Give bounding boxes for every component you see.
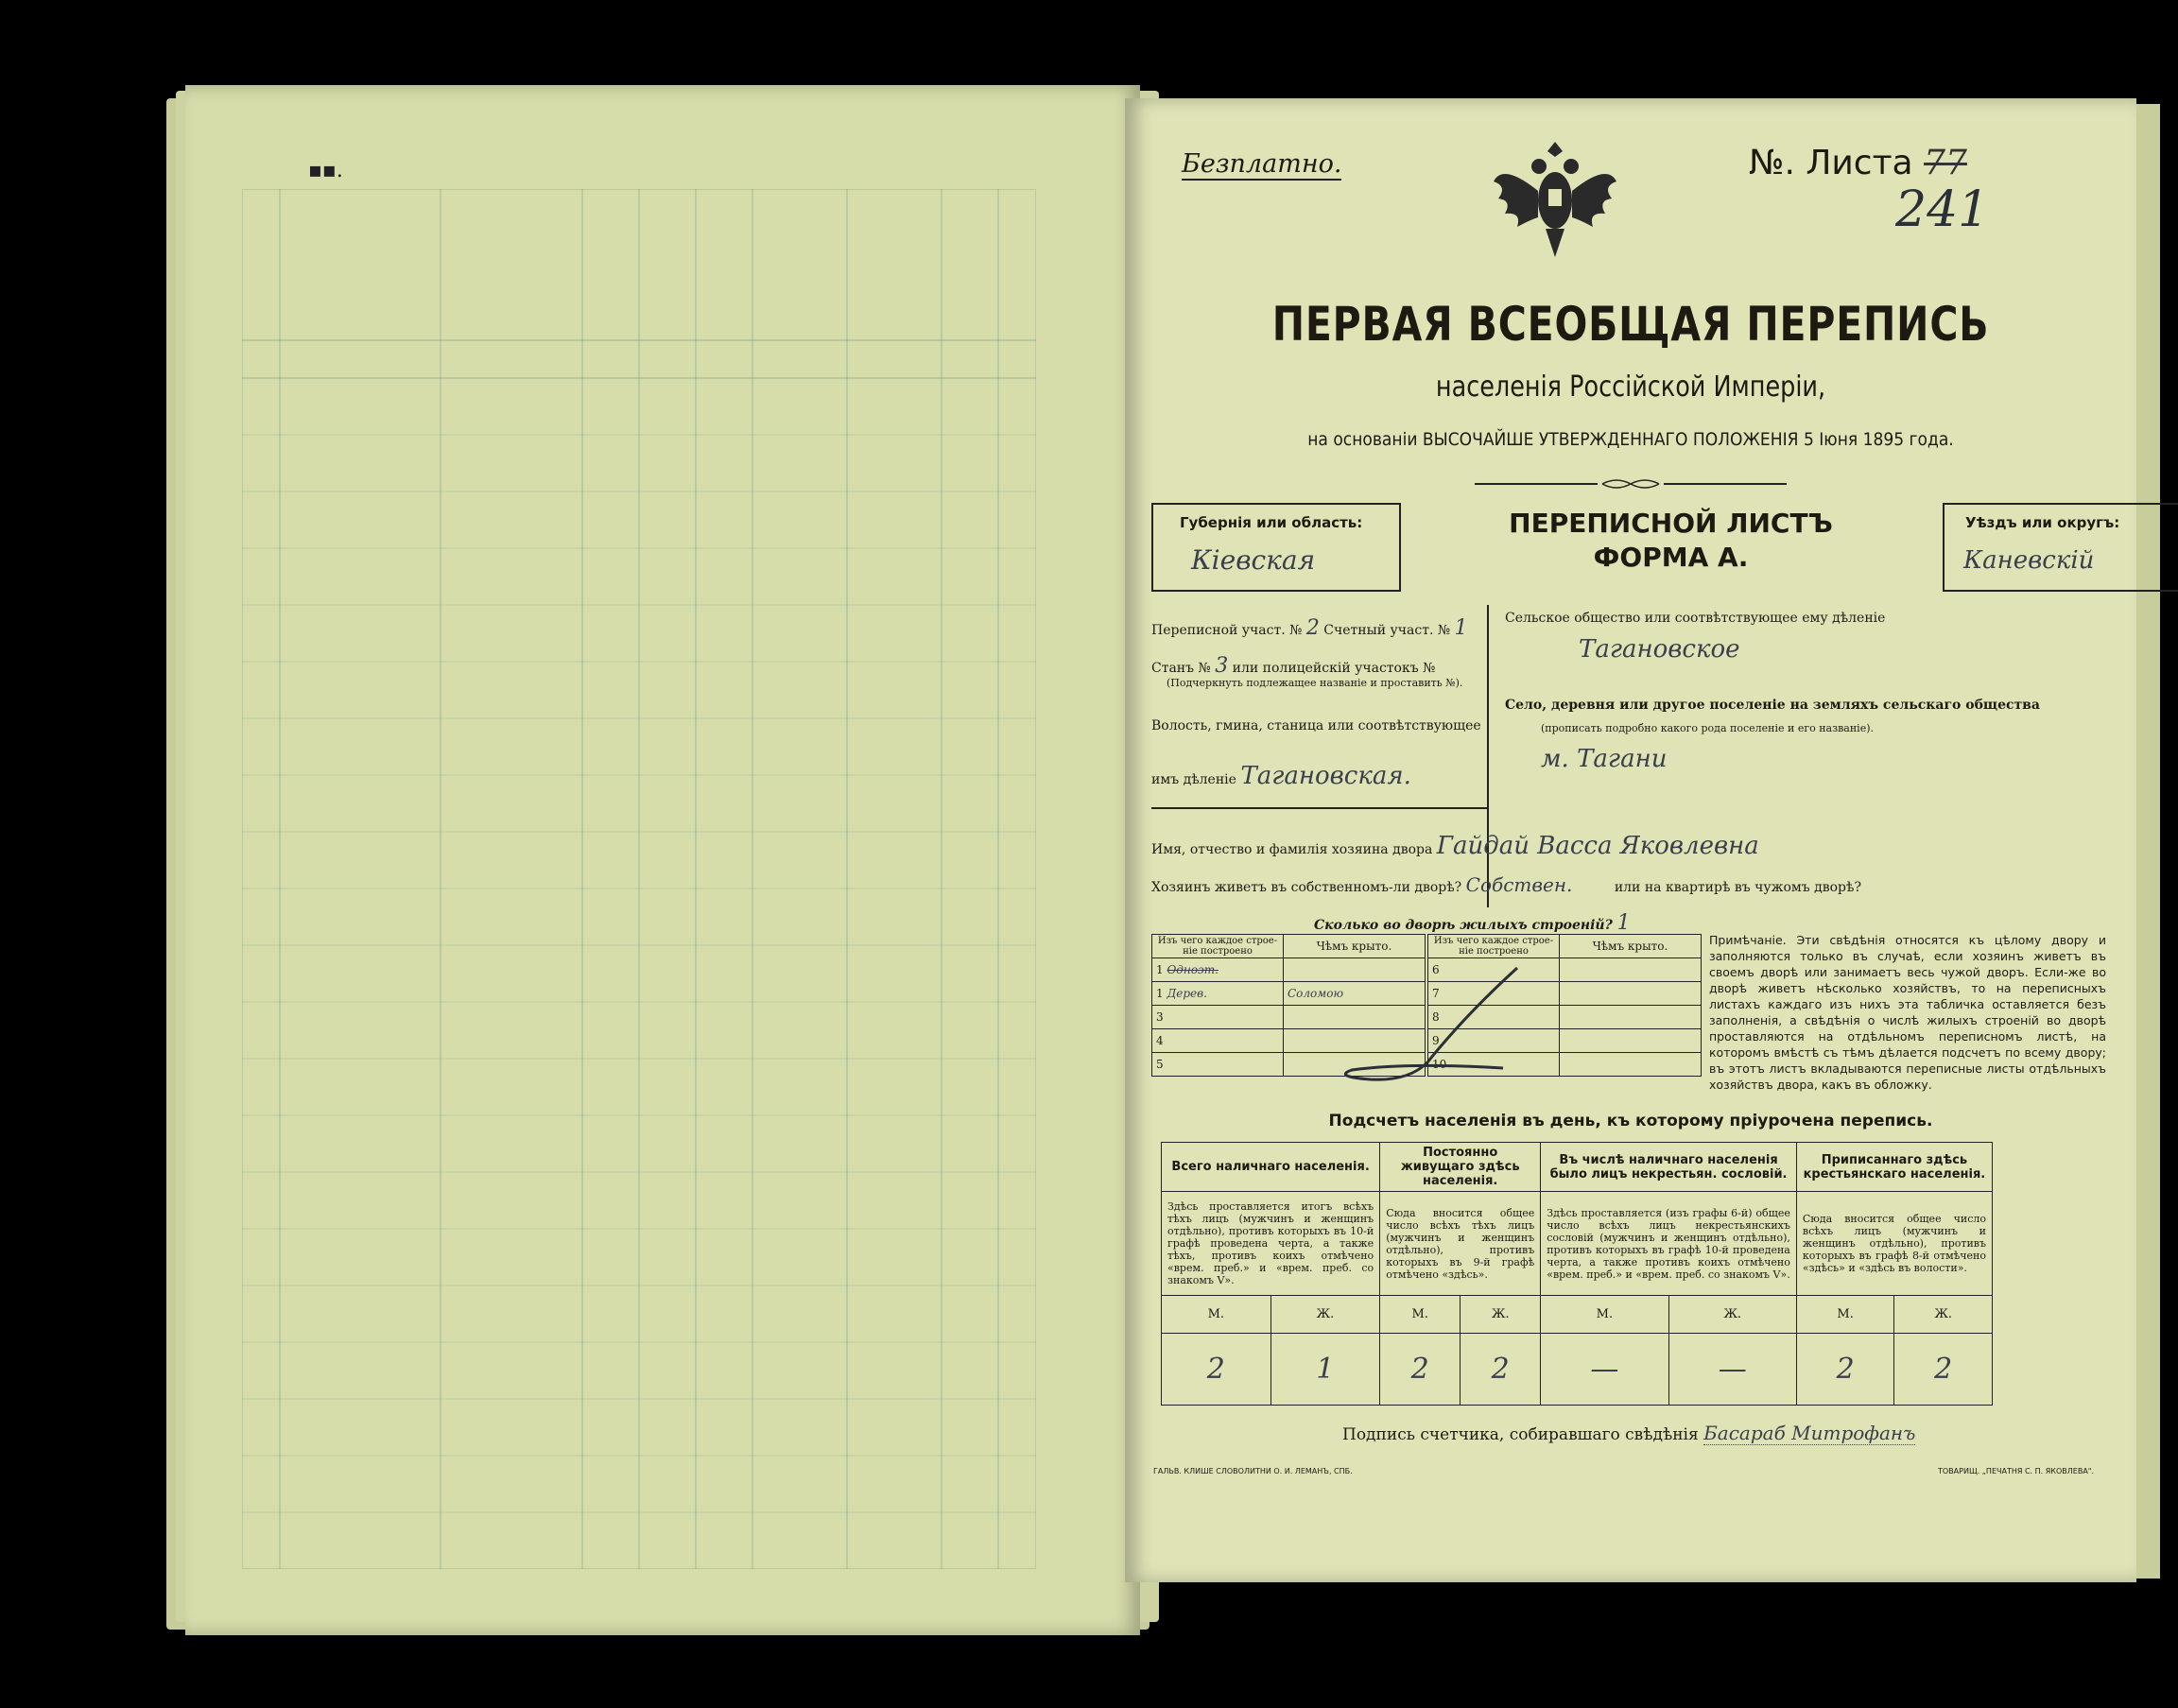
counting-area-value: 1: [1454, 616, 1468, 640]
row-material: Дерев.: [1167, 987, 1207, 1000]
count-header-present: Всего наличнаго населенія.: [1162, 1143, 1380, 1192]
count-desc-nonpeasant: Здѣсь проставляется (изъ графы 6-й) общее число всѣхъ лицъ некрестьянскихъ сословій (мужчинъ и женщинъ отдѣльно), противъ которыхъ въ графѣ 10-й проведена черта, а также противъ коихъ отмѣчено «врем. преб.» и «врем. преб. со знакомъ V».: [1541, 1192, 1797, 1296]
row-roof: Соломою: [1284, 982, 1426, 1006]
right-imprint: ТОВАРИЩ. „ПЕЧАТНЯ С. П. ЯКОВЛЕВА".: [1938, 1467, 2095, 1475]
male-header: М.: [1541, 1296, 1668, 1334]
province-value: Кіевская: [1191, 544, 1316, 576]
form-title-block: [1399, 507, 1943, 575]
sheet-label: №. Листа: [1749, 144, 1913, 182]
stan-label: Станъ №: [1151, 661, 1211, 676]
own-yard-value: Собствен.: [1465, 873, 1573, 896]
row-number: 3: [1152, 1006, 1284, 1029]
count-desc-present: Здѣсь проставляется итогъ всѣхъ тѣхъ лицъ (мужчинъ и женщинъ отдѣльно), противъ которыхъ въ 10-й графѣ проведена черта, а также тѣхъ, противъ коихъ отмѣчено «врем. преб.» и «врем. преб. со знакомъ V».: [1162, 1192, 1380, 1296]
count-value: 1: [1270, 1334, 1380, 1406]
left-imprint: ГАЛЬВ. КЛИШЕ СЛОВОЛИТНИ О. И. ЛЕМАНЪ, СПБ.: [1153, 1467, 1353, 1475]
count-header-nonpeasant: Въ числѣ наличнаго населенія было лицъ некрестьян. сословій.: [1541, 1143, 1797, 1192]
count-value: 2: [1796, 1334, 1894, 1406]
stan-field: [1151, 654, 1435, 678]
census-subtitle: населенія Россійской Имперіи,: [1435, 371, 1826, 404]
count-desc-registered: Сюда вносится общее число всѣхъ лицъ (мужчинъ и женщинъ отдѣльно), противъ которыхъ въ графѣ 8-й отмѣчено «здѣсь» и «здѣсь въ волости».: [1796, 1192, 1992, 1296]
census-area-field: [1151, 616, 1468, 640]
volost-value: Тагановская.: [1240, 762, 1411, 790]
form-title: ПЕРЕПИСНОЙ ЛИСТЪ: [1509, 508, 1833, 539]
count-desc-permanent: Сюда вносится общее число всѣхъ тѣхъ лицъ (мужчинъ и женщинъ отдѣльно), противъ которыхъ въ 9-й графѣ отмѣчено «здѣсь».: [1380, 1192, 1541, 1296]
province-label: Губернія или область:: [1180, 514, 1363, 531]
section-rule: [1151, 807, 1487, 809]
roof-header: Чѣмъ крыто.: [1284, 935, 1426, 958]
police-label: или полицейскій участокъ №: [1232, 661, 1436, 676]
buildings-question: Сколько во дворѣ жилыхъ строеній?: [1314, 918, 1613, 933]
free-of-charge-label: Безплатно.: [1182, 149, 1342, 179]
form-type: ФОРМА А.: [1593, 542, 1749, 573]
sheet-number-struck: 77: [1924, 144, 1967, 182]
female-header: Ж.: [1894, 1296, 1993, 1334]
village-label: Село, деревня или другое поселеніе на земляхъ сельскаго общества: [1505, 698, 2040, 713]
row-number: 4: [1152, 1029, 1284, 1053]
census-area-value: 2: [1305, 616, 1320, 640]
volost-label-2: имъ дѣленіе: [1151, 772, 1236, 787]
roof-header: Чѣмъ крыто.: [1560, 935, 1702, 958]
row-number: 7: [1428, 982, 1560, 1006]
society-value: Тагановское: [1579, 635, 1740, 664]
ink-smudge: ▪▪.: [308, 159, 343, 182]
male-header: М.: [1796, 1296, 1894, 1334]
row-number: 6: [1428, 958, 1560, 982]
rented-label: или на квартирѣ въ чужомъ дворѣ?: [1614, 880, 1861, 895]
signature-label: Подпись счетчика, собиравшаго свѣдѣнія: [1342, 1425, 1699, 1444]
note-text: Примѣчаніе. Эти свѣдѣнія относятся къ цѣлому двору и заполняются только въ случаѣ, если хозяинъ живетъ въ своемъ дворѣ или занимаетъ весь чужой дворъ. Если-же во дворѣ живетъ нѣсколько хозяйствъ, то на переписныхъ листахъ каждаго изъ нихъ эта табличка оставляется безъ заполненія, а свѣдѣнія о числѣ жилыхъ строеній во дворѣ проставляются на отдѣльномъ переписномъ листѣ, на которомъ вмѣстѣ съ тѣмъ дѣлается подсчетъ по всему двору; въ этотъ листъ вкладываются переписные листы отдѣльныхъ хозяйствъ двора, какъ въ обложку.: [1709, 933, 2106, 1092]
female-header: Ж.: [1461, 1296, 1541, 1334]
row-number: 1: [1156, 987, 1164, 1000]
row-number: 1: [1156, 963, 1164, 976]
census-form-page: [1125, 98, 2136, 1582]
female-header: Ж.: [1270, 1296, 1380, 1334]
census-area-label: Переписной участ. №: [1151, 623, 1303, 638]
census-title: ПЕРВАЯ ВСЕОБЩАЯ ПЕРЕПИСЬ: [1271, 297, 1990, 352]
owner-label: Имя, отчество и фамилія хозяина двора: [1151, 842, 1433, 857]
column-divider: [1487, 605, 1489, 907]
volost-field: [1151, 762, 1411, 790]
society-label: Сельское общество или соотвѣтствующее ему дѣленіе: [1505, 611, 1886, 626]
own-yard-field: [1151, 873, 1861, 896]
district-value: Каневскій: [1963, 546, 2095, 575]
row-number: 5: [1152, 1053, 1284, 1077]
row-number: 9: [1428, 1029, 1560, 1053]
female-header: Ж.: [1668, 1296, 1796, 1334]
count-value: —: [1541, 1334, 1668, 1406]
count-header-registered: Приписаннаго здѣсь крестьянскаго населенія.: [1796, 1143, 1992, 1192]
owner-field: [1151, 832, 1759, 860]
material-header: Изъ чего каждое строе-ніе построено: [1152, 935, 1284, 958]
handwritten-strike-mark: [1314, 949, 1550, 1091]
buildings-question-field: [1314, 911, 1631, 935]
count-value: 2: [1461, 1334, 1541, 1406]
sheet-number-label: [1749, 144, 1967, 182]
province-box: [1151, 503, 1401, 592]
count-section-title: Подсчетъ населенія въ день, къ которому пріурочена перепись.: [1328, 1112, 1933, 1130]
left-page: [185, 85, 1140, 1635]
district-box: [1943, 503, 2178, 592]
male-header: М.: [1380, 1296, 1461, 1334]
count-value: 2: [1894, 1334, 1993, 1406]
count-value: 2: [1162, 1334, 1271, 1406]
counting-area-label: Счетный участ. №: [1323, 623, 1451, 638]
owner-value: Гайдай Васса Яковлевна: [1436, 832, 1759, 860]
volost-label: Волость, гмина, станица или соотвѣтствующее: [1151, 718, 1481, 733]
population-count-table: [1161, 1142, 1993, 1406]
district-label: Уѣздъ или округъ:: [1965, 514, 2120, 531]
village-value: м. Тагани: [1541, 745, 1668, 773]
sheet-number-handwritten: 241: [1895, 181, 1990, 238]
row-number: 10: [1428, 1053, 1560, 1077]
buildings-count: 1: [1616, 911, 1631, 935]
ornament-divider: [1475, 478, 1787, 490]
count-value: 2: [1380, 1334, 1461, 1406]
signature-value: Басараб Митрофанъ: [1703, 1422, 1916, 1444]
village-note: (прописать подробно какого рода поселеніе и его названіе).: [1541, 722, 1874, 734]
own-yard-label: Хозяинъ живетъ въ собственномъ-ли дворѣ?: [1151, 880, 1462, 895]
stan-value: 3: [1215, 654, 1229, 678]
double-headed-eagle-emblem: [1484, 134, 1626, 276]
male-header: М.: [1162, 1296, 1271, 1334]
census-legal-basis: на основаніи ВЫСОЧАЙШЕ УТВЕРЖДЕННАГО ПОЛОЖЕНІЯ 5 Іюня 1895 года.: [1307, 429, 1954, 450]
row-number: 8: [1428, 1006, 1560, 1029]
count-header-permanent: Постоянно живущаго здѣсь населенія.: [1380, 1143, 1541, 1192]
row-material: Одноэт.: [1167, 963, 1219, 976]
signature-field: [1342, 1422, 1915, 1444]
bleed-through-grid: [242, 189, 1036, 1569]
underline-note: (Подчеркнуть подлежащее названіе и проставить №).: [1167, 677, 1463, 689]
material-header: Изъ чего каждое строе-ніе построено: [1428, 935, 1560, 958]
count-value: —: [1668, 1334, 1796, 1406]
